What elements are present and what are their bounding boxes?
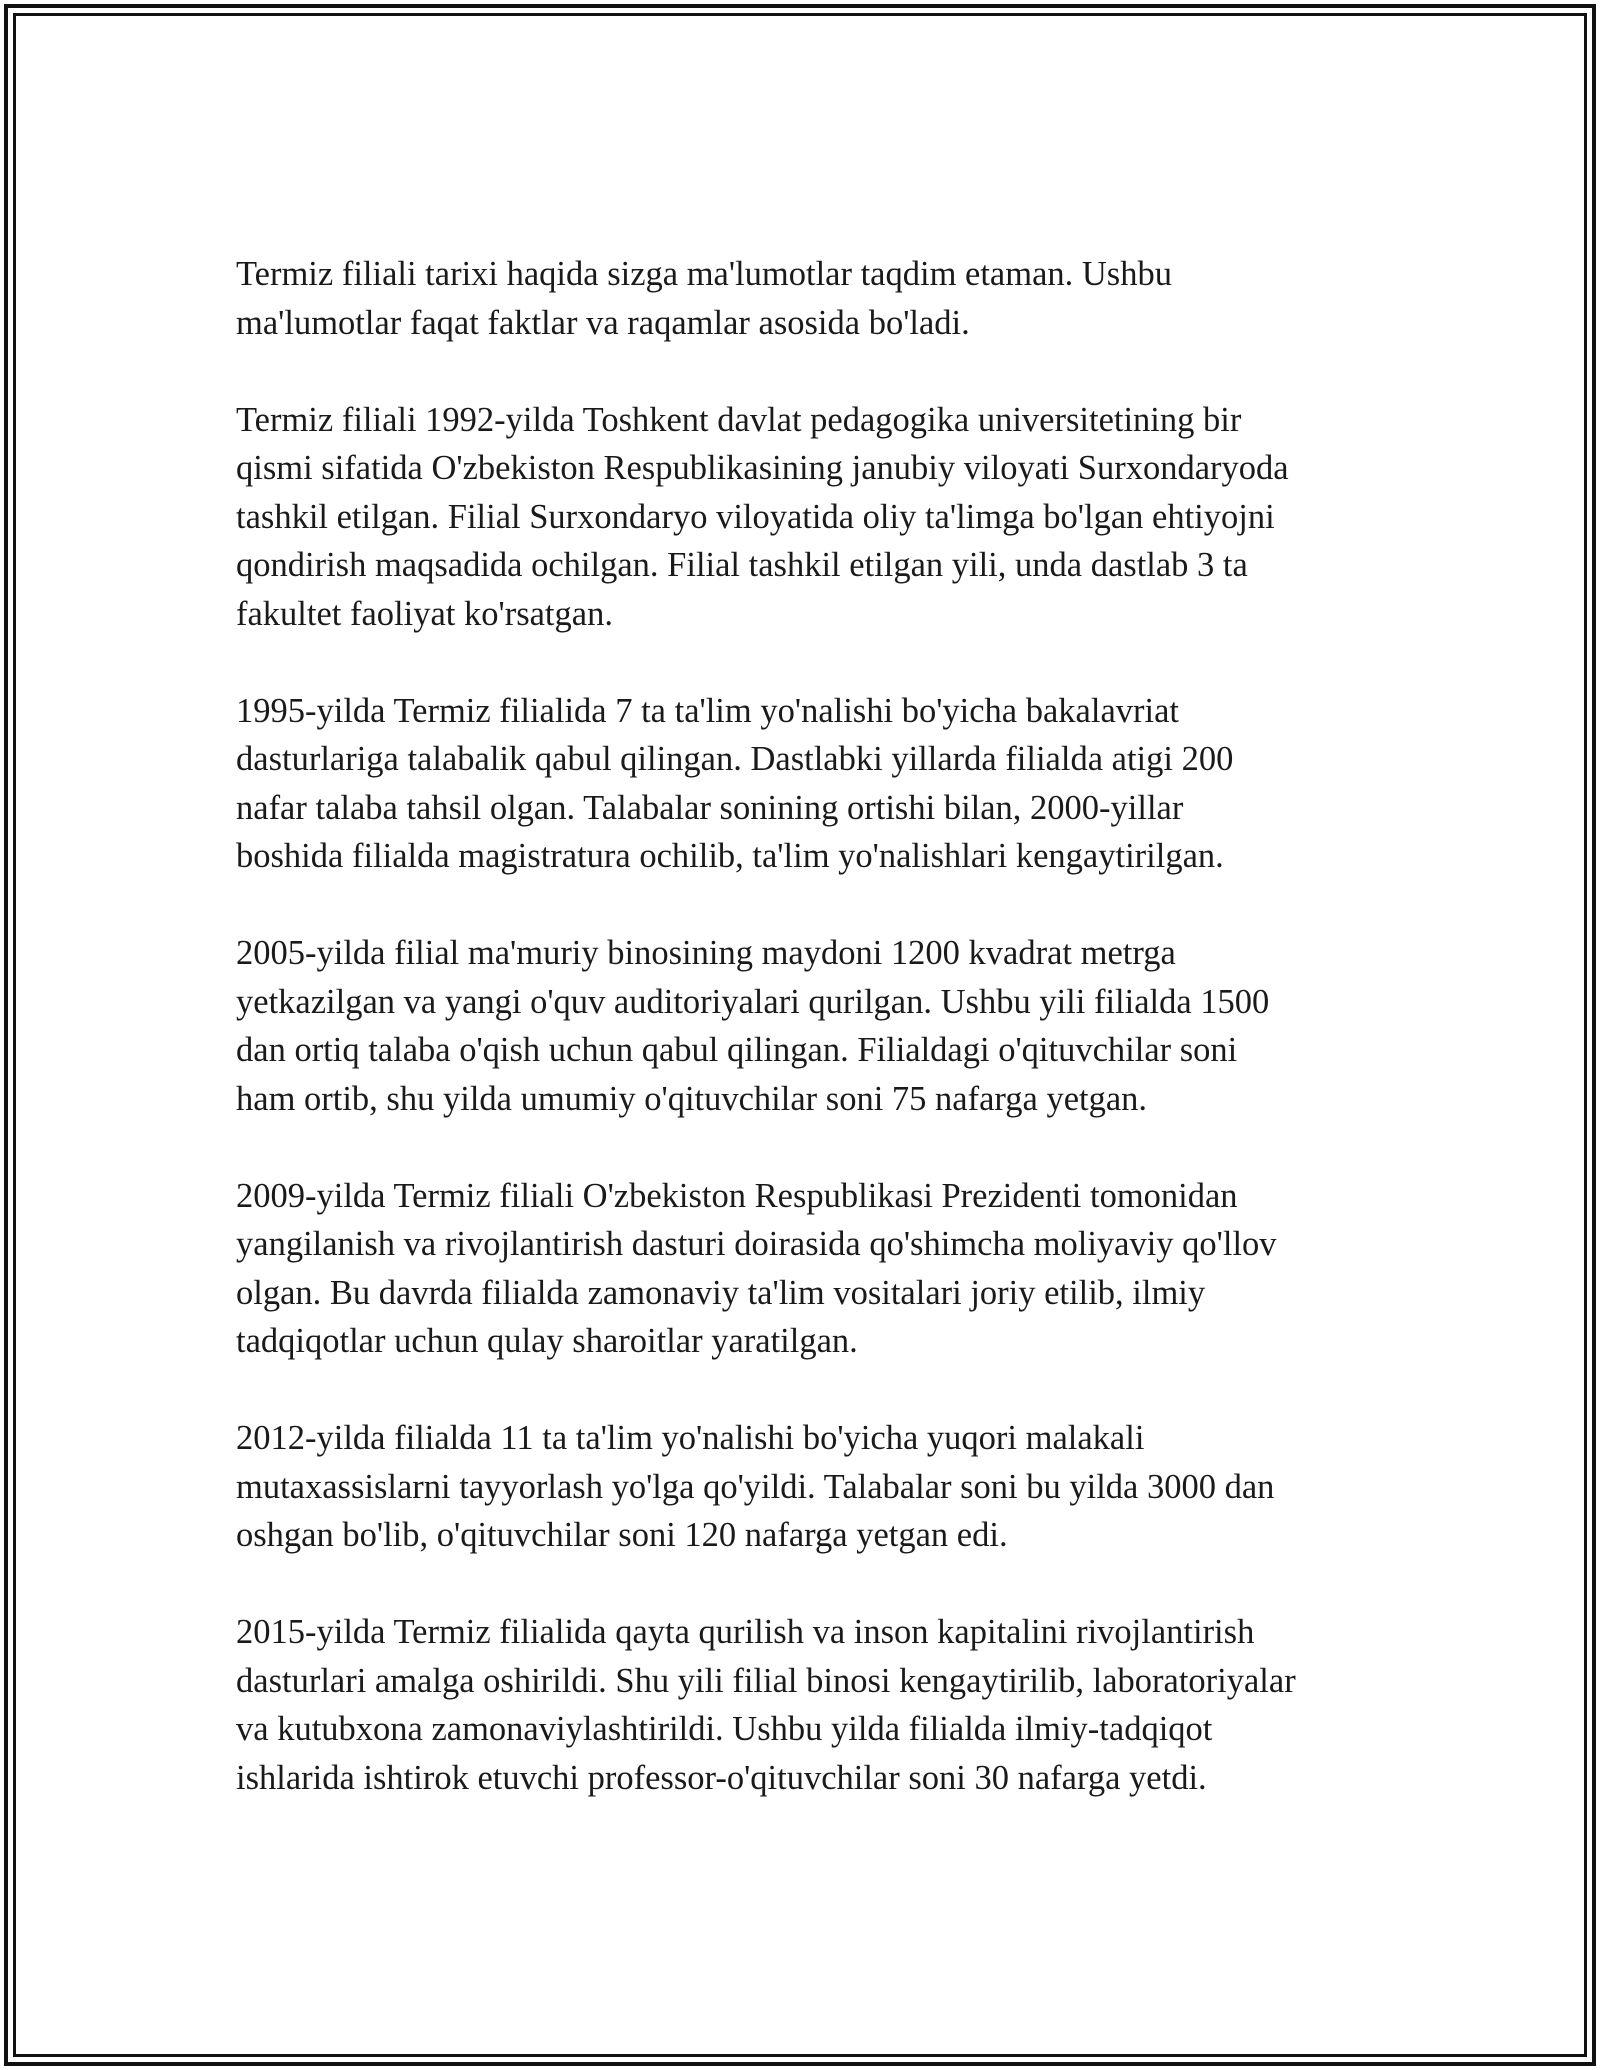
paragraph-1995: 1995-yilda Termiz filialida 7 ta ta'lim yo'nalishi bo'yicha bakalavriat dasturlariga talabalik qabul qilingan. Dastlabki yillarda filialda atigi 200 nafar talaba tahsil olgan. Talabalar sonining ortishi bilan, 2000-yillar boshida filialda magistratura ochilib, ta'lim yo'nalishlari kengaytirilgan. [236,691,1234,875]
document-body [236,250,1386,1851]
paragraph-1992: Termiz filiali 1992-yilda Toshkent davlat pedagogika universitetining bir qismi sifatida O'zbekiston Respublikasining janubiy viloyati Surxondaryoda tashkil etilgan. Filial Surxondaryo viloyatida oliy ta'limga bo'lgan ehtiyojni qondirish maqsadida ochilgan. Filial tashkil etilgan yili, unda dastlab 3 ta fakultet faoliyat ko'rsatgan. [236,400,1289,633]
paragraph-2012: 2012-yilda filialda 11 ta ta'lim yo'nalishi bo'yicha yuqori malakali mutaxassislarni tayyorlash yo'lga qo'yildi. Talabalar soni bu yilda 3000 dan oshgan bo'lib, o'qituvchilar soni 120 nafarga yetgan edi. [236,1419,1275,1554]
paragraph-intro: Termiz filiali tarixi haqida sizga ma'lumotlar taqdim etaman. Ushbu ma'lumotlar faqat faktlar va raqamlar asosida bo'ladi. [236,255,1172,342]
paragraph-2009: 2009-yilda Termiz filiali O'zbekiston Respublikasi Prezidenti tomonidan yangilanish va rivojlantirish dasturi doirasida qo'shimcha moliyaviy qo'llov olgan. Bu davrda filialda zamonaviy ta'lim vositalari joriy etilib, ilmiy tadqiqotlar uchun qulay sharoitlar yaratilgan. [236,1176,1277,1360]
paragraph-2005: 2005-yilda filial ma'muriy binosining maydoni 1200 kvadrat metrga yetkazilgan va yangi o'quv auditoriyalari qurilgan. Ushbu yili filialda 1500 dan ortiq talaba o'qish uchun qabul qilingan. Filialdagi o'qituvchilar soni ham ortib, shu yilda umumiy o'qituvchilar soni 75 nafarga yetgan. [236,934,1270,1118]
paragraph-2015: 2015-yilda Termiz filialida qayta qurilish va inson kapitalini rivojlantirish dasturlari amalga oshirildi. Shu yili filial binosi kengaytirilib, laboratoriyalar va kutubxona zamonaviylashtirildi. Ushbu yilda filialda ilmiy-tadqiqot ishlarida ishtirok etuvchi professor-o'qituvchilar soni 30 nafarga yetdi. [236,1613,1296,1797]
